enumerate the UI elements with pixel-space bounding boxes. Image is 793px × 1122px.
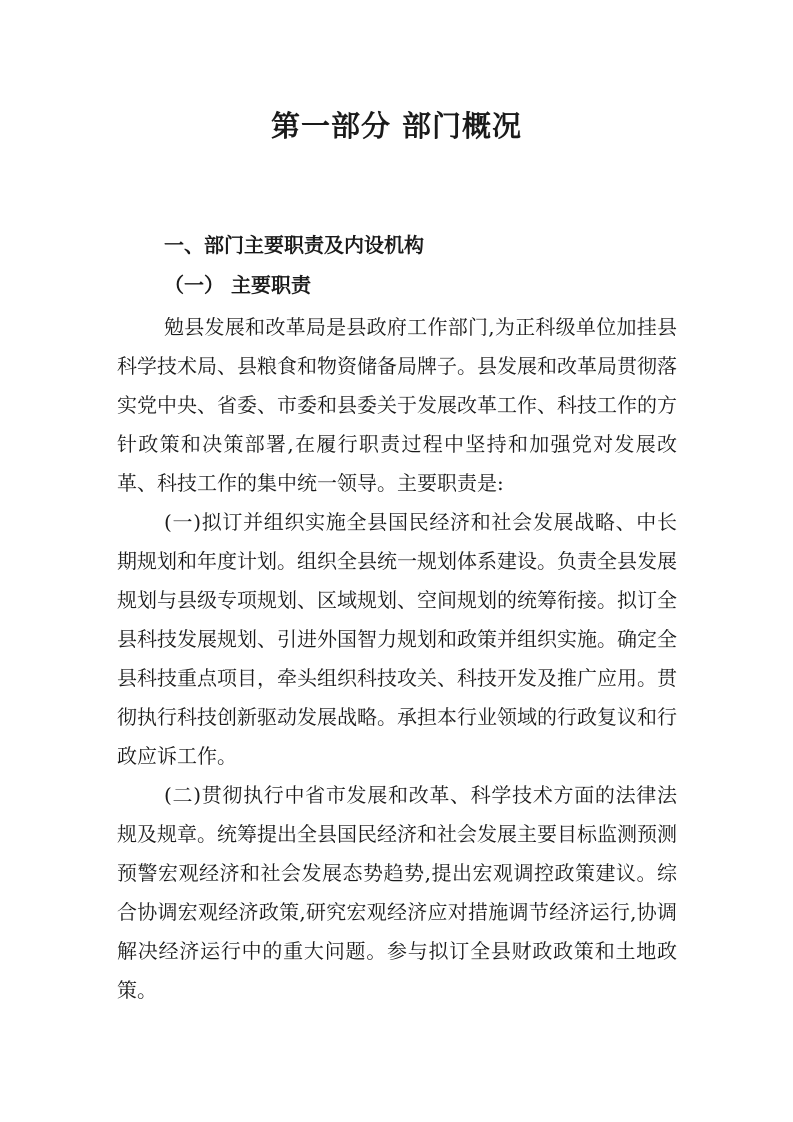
page-title: 第一部分 部门概况 <box>270 109 523 143</box>
paragraph-intro: 勉县发展和改革局是县政府工作部门,为正科级单位加挂县科学技术局、县粮食和物资储备局牌子。县发展和改革局贯彻落实党中央、省委、市委和县委关于发展改革工作、科技工作的方针政策和决策部署,在履行职责过程中坚持和加强党对发展改革、科技工作的集中统一领导。主要职责是: <box>117 315 677 495</box>
paragraph-duty-1: (一)拟订并组织实施全县国民经济和社会发展战略、中长期规划和年度计划。组织全县统一规划体系建设。负责全县发展规划与县级专项规划、区域规划、空间规划的统筹衔接。拟订全县科技发展规划、引进外国智力规划和政策并组织实施。确定全县科技重点项目，牵头组织科技攻关、科技开发及推广应用。贯彻执行科技创新驱动发展战略。承担本行业领域的行政复议和行政应诉工作。 <box>117 510 677 768</box>
section-heading: 一、部门主要职责及内设机构 <box>164 233 424 257</box>
paragraph-duty-2: (二)贯彻执行中省市发展和改革、科学技术方面的法律法规及规章。统筹提出全县国民经济和社会发展主要目标监测预测预警宏观经济和社会发展态势趋势,提出宏观调控政策建议。综合协调宏观经济政策,研究宏观经济应对措施调节经济运行,协调解决经济运行中的重大问题。参与拟订全县财政政策和土地政策。 <box>117 783 677 1002</box>
sub-heading: （一） 主要职责 <box>164 273 311 297</box>
